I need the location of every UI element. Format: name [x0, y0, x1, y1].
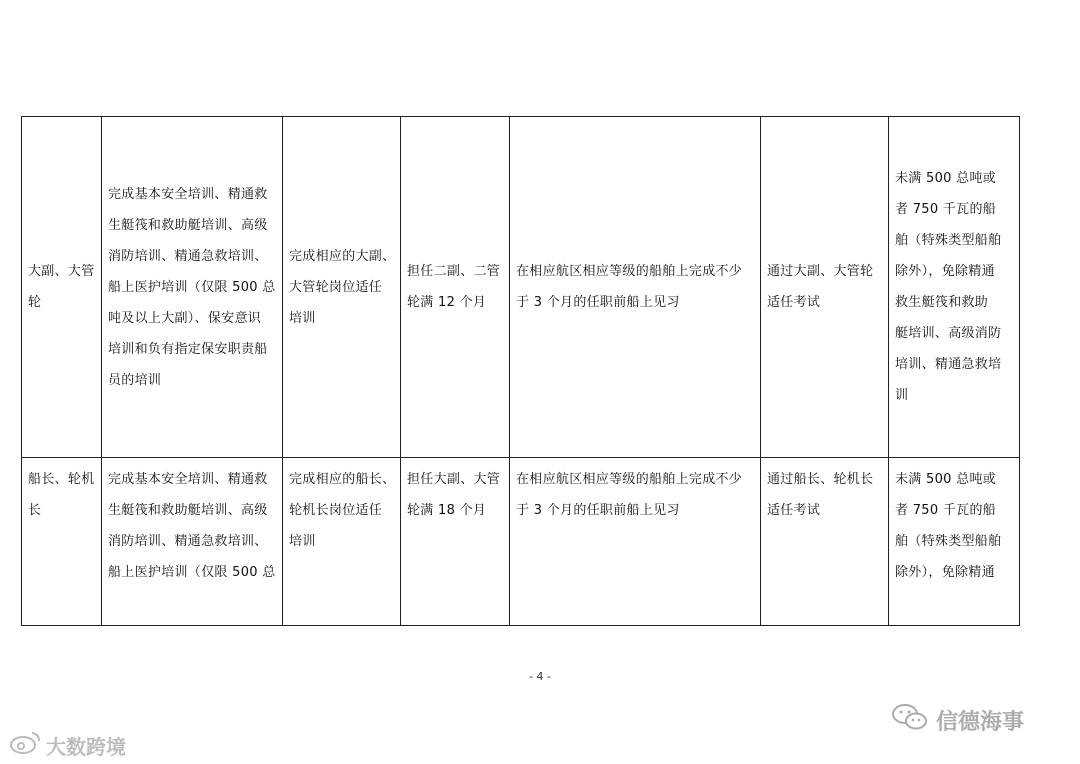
training-cell: 完成基本安全培训、精通救 生艇筏和救助艇培训、高级 消防培训、精通急救培训、 船上医护培训（仅限 500 总 吨及以上大副）、保安意识 培训和负有指定保安职责船 员的培训	[102, 117, 283, 458]
exemption-cell: 未满 500 总吨或 者 750 千瓦的船 舶（特殊类型船舶 除外），免除精通	[889, 458, 1020, 626]
exemption-cell: 未满 500 总吨或 者 750 千瓦的船 舶（特殊类型船舶 除外），免除精通 救生艇筏和救助 艇培训、高级消防 培训、精通急救培 训	[889, 117, 1020, 458]
sea-service-cell: 在相应航区相应等级的船舶上完成不少 于 3 个月的任职前船上见习	[510, 117, 761, 458]
watermark-left	[8, 730, 126, 761]
exam-cell: 通过大副、大管轮 适任考试	[761, 117, 889, 458]
watermark-right-text: 信德海事	[936, 709, 1025, 735]
table-row	[22, 458, 1020, 626]
post-training-cell: 完成相应的船长、 轮机长岗位适任 培训	[283, 458, 401, 626]
qualification-cell: 担任大副、大管 轮满 18 个月	[401, 458, 510, 626]
watermark-right	[890, 702, 1024, 738]
weibo-logo-icon	[8, 730, 42, 761]
position-cell: 船长、轮机 长	[22, 458, 102, 626]
training-cell: 完成基本安全培训、精通救 生艇筏和救助艇培训、高级 消防培训、精通急救培训、 船上医护培训（仅限 500 总	[102, 458, 283, 626]
watermark-left-text: 大数跨境	[46, 735, 126, 759]
post-training-cell: 完成相应的大副、 大管轮岗位适任 培训	[283, 117, 401, 458]
sea-service-cell: 在相应航区相应等级的船舶上完成不少 于 3 个月的任职前船上见习	[510, 458, 761, 626]
wechat-logo-icon	[890, 702, 930, 738]
exam-cell: 通过船长、轮机长 适任考试	[761, 458, 889, 626]
position-cell: 大副、大管 轮	[22, 117, 102, 458]
qualification-table	[21, 116, 1020, 626]
qualification-cell: 担任二副、二管 轮满 12 个月	[401, 117, 510, 458]
table-row	[22, 117, 1020, 458]
page-number: - 4 -	[529, 670, 551, 683]
